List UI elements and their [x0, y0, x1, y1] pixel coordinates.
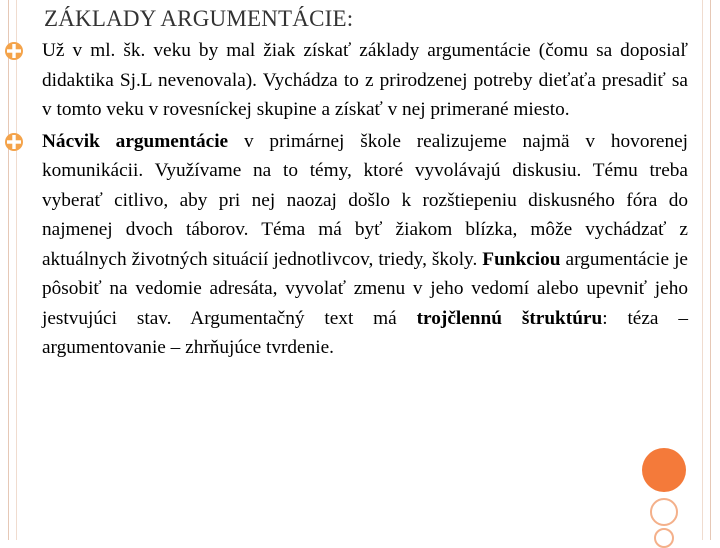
bullet-item-1	[4, 36, 688, 125]
bullet-2-text-2: argumentácie je pôsobiť na vedomie adresáta, vyvolať zmenu v jeho vedomí alebo upevniť jeho jestvujúci stav. Argumentačný text má	[42, 248, 688, 329]
decorative-ring	[650, 498, 678, 526]
decorative-orange-circle	[642, 448, 686, 492]
bullet-2-bold-phrase-3: trojčlennú štruktúru	[416, 307, 603, 329]
bullet-2-text-1: v primárnej škole realizujeme najmä v hovorenej komunikácii. Využívame na to témy, ktoré vyvolávajú diskusiu. Tému treba vyberať citlivo, aby pri nej naozaj došlo k rozštiepeniu diskusného fóra do najmenej dvoch táborov. Téma má byť žiakom blízka, môže vychádzať z aktuálnych životných situácií jednotlivcov, triedy, školy.	[42, 130, 688, 270]
sun-cross-bullet-icon	[4, 132, 24, 152]
bullet-2-text-3: : téza – argumentovanie – zhrňujúce tvrdenie.	[42, 307, 688, 358]
decorative-ring-small	[654, 528, 674, 548]
bullet-2-bold-phrase-2: Funkciou	[482, 248, 561, 270]
bullet-2-bold-phrase-1: Nácvik argumentácie	[42, 130, 229, 152]
bullet-text-1: Už v ml. šk. veku by mal žiak získať základy argumentácie (čomu sa doposiaľ didaktika Sj.L nevenovala). Vychádza to z prirodzenej potreby dieťaťa presadiť sa v tomto veku v rovesníckej skupine a získať v nej primerané miesto.	[42, 40, 688, 120]
slide-title: ZÁKLADY ARGUMENTÁCIE:	[44, 6, 354, 31]
bullet-list	[4, 36, 688, 365]
sun-cross-bullet-icon	[4, 41, 24, 61]
bullet-item-2	[4, 127, 688, 363]
